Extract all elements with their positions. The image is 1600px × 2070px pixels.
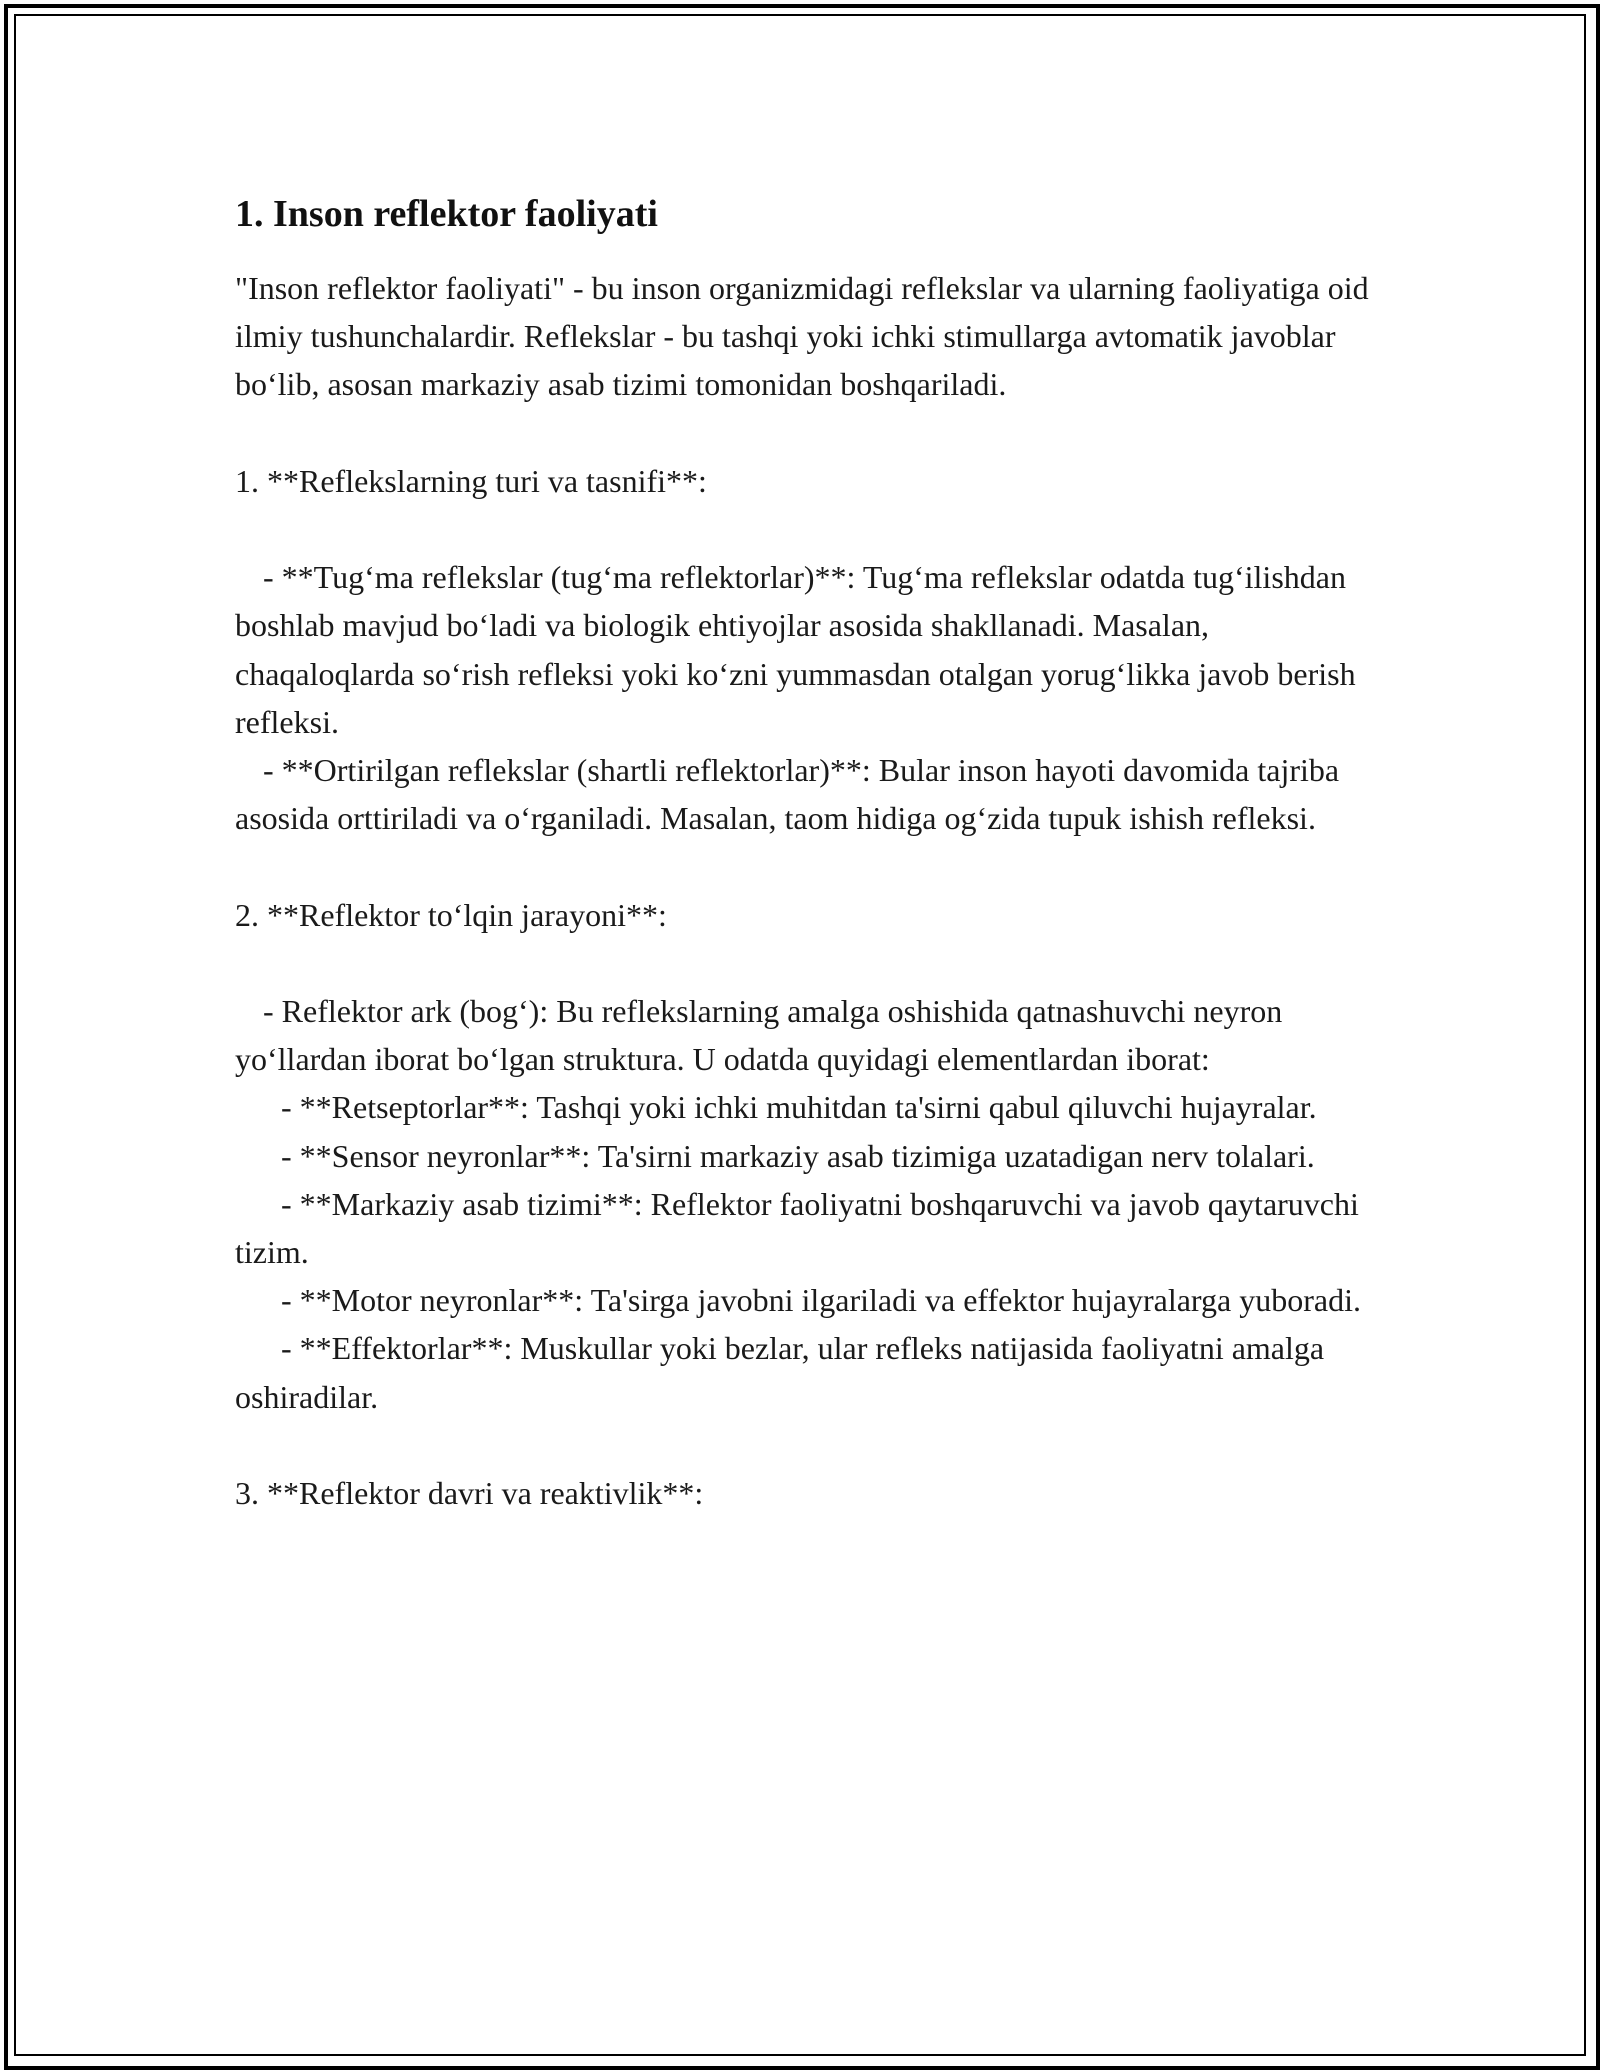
document-title: 1. Inson reflektor faoliyati xyxy=(235,193,658,235)
section-1-item-acquired-reflexes: - **Ortirilgan reflekslar (shartli reflektorlar)**: Bular inson hayoti davomida tajriba asosida orttiriladi va o‘rganiladi. Masalan, taom hidiga og‘zida tupuk ishish refleksi. xyxy=(235,752,1348,837)
section-1-item-innate-reflexes: - **Tug‘ma reflekslar (tug‘ma reflektorlar)**: Tug‘ma reflekslar odatda tug‘ilishdan boshlab mavjud bo‘ladi va biologik ehtiyojlar asosida shakllanadi. Masalan, chaqaloqlarda so‘rish refleksi yoki ko‘zni yummasdan otalgan yorug‘likka javob berish refleksi. xyxy=(235,559,1364,740)
spacer xyxy=(235,842,1385,890)
spacer xyxy=(235,939,1385,987)
section-2-item-reflex-arc: - Reflektor ark (bog‘): Bu reflekslarning amalga oshishida qatnashuvchi neyron yo‘llardan iborat bo‘lgan struktura. U odatda quyidagi elementlardan iborat: xyxy=(235,992,1291,1078)
spacer xyxy=(235,505,1385,553)
section-2-sub-effectors: - **Effektorlar**: Muskullar yoki bezlar, ular refleks natijasida faoliyatni amalga oshiradilar. xyxy=(235,1330,1333,1415)
document-body xyxy=(235,190,1385,1517)
intro-paragraph: "Inson reflektor faoliyati" - bu inson organizmidagi reflekslar va ularning faoliyatiga oid ilmiy tushunchalardir. Reflekslar - bu tashqi yoki ichki stimullarga avtomatik javoblar bo‘lib, asosan markaziy asab tizimi tomonidan boshqariladi. xyxy=(235,270,1377,403)
section-2-sub-receptors: - **Retseptorlar**: Tashqi yoki ichki muhitdan ta'sirni qabul qiluvchi hujayralar. xyxy=(281,1089,1317,1126)
section-3-heading: 3. **Reflektor davri va reaktivlik**: xyxy=(235,1475,704,1511)
section-2-heading: 2. **Reflektor to‘lqin jarayoni**: xyxy=(235,896,667,933)
section-2-sub-motor-neurons: - **Motor neyronlar**: Ta'sirga javobni ilgariladi va effektor hujayralarga yuboradi. xyxy=(281,1282,1361,1319)
section-2-sub-central-nervous-system: - **Markaziy asab tizimi**: Reflektor faoliyatni boshqaruvchi va javob qaytaruvchi tizim. xyxy=(235,1185,1367,1270)
section-1-heading: 1. **Reflekslarning turi va tasnifi**: xyxy=(235,462,707,499)
section-2-sub-sensory-neurons: - **Sensor neyronlar**: Ta'sirni markaziy asab tizimiga uzatadigan nerv tolalari. xyxy=(281,1137,1315,1174)
spacer xyxy=(235,1421,1385,1469)
spacer xyxy=(235,409,1385,457)
